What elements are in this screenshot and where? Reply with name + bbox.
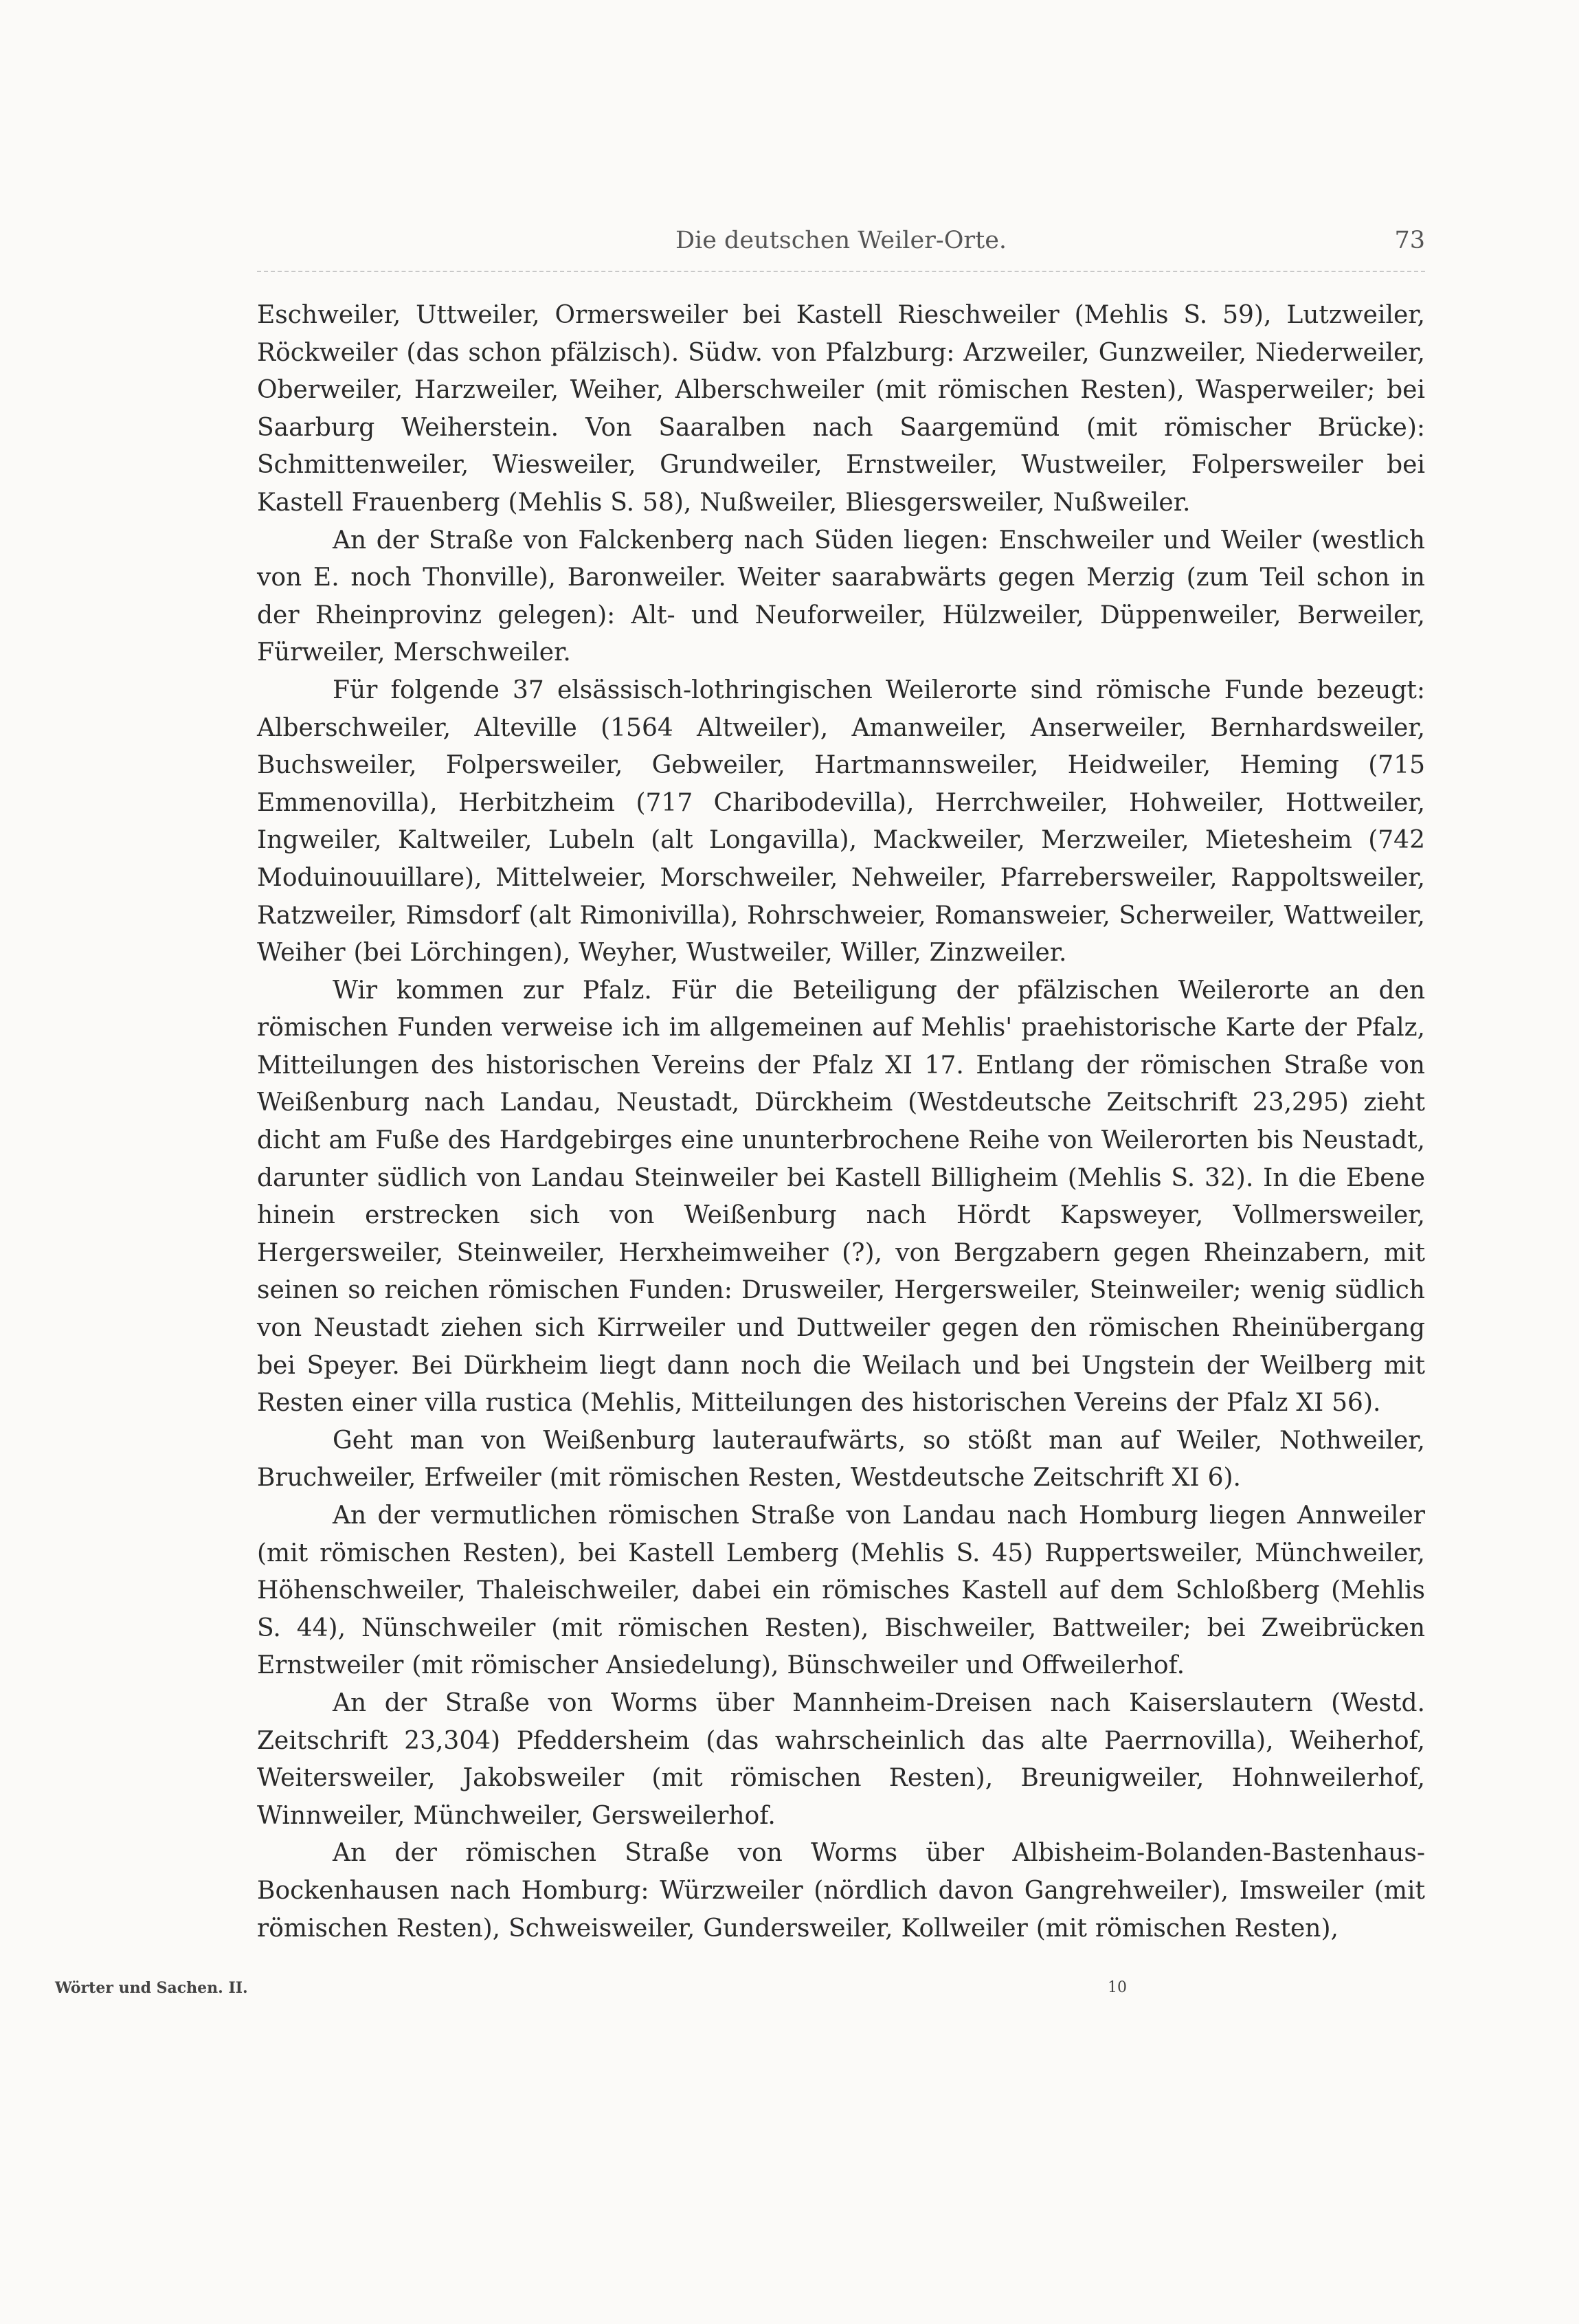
paragraph: An der vermutlichen römischen Straße von Landau nach Homburg liegen Annweiler (mit römischen Resten), bei Kastell Lemberg (Mehlis S. 45) Ruppertsweiler, Münchweiler, Höhenschweiler, Thaleischweiler, dabei ein römisches Kastell auf dem Schloßberg (Mehlis S. 44), Nünschweiler (mit römischen Resten), Bischweiler, Battweiler; bei Zweibrücken Ernstweiler (mit römischer Ansiedelung), Bünschweiler und Offweilerhof. xyxy=(257,1501,1425,1680)
paragraph: Wir kommen zur Pfalz. Für die Beteiligung der pfälzischen Weilerorte an den römischen Funden verweise ich im allgemeinen auf Mehlis' praehistorische Karte der Pfalz, Mitteilungen des historischen Vereins der Pfalz XI 17. Entlang der römischen Straße von Weißenburg nach Landau, Neustadt, Dürckheim (Westdeutsche Zeitschrift 23,295) zieht dicht am Fuße des Hardgebirges eine ununterbrochene Reihe von Weilerorten bis Neustadt, darunter südlich von Landau Steinweiler bei Kastell Billigheim (Mehlis S. 32). In die Ebene hinein erstrecken sich von Weißenburg nach Hördt Kapsweyer, Vollmersweiler, Hergersweiler, Steinweiler, Herxheimweiher (?), von Bergzabern gegen Rheinzabern, mit seinen so reichen römischen Funden: Drusweiler, Hergersweiler, Steinweiler; wenig südlich von Neustadt ziehen sich Kirrweiler und Duttweiler gegen den römischen Rheinübergang bei Speyer. Bei Dürkheim liegt dann noch die Weilach und bei Ungstein der Weilberg mit Resten einer villa rustica (Mehlis, Mitteilungen des historischen Vereins der Pfalz XI 56). xyxy=(257,976,1425,1418)
header-rule xyxy=(257,271,1425,272)
paragraph: Für folgende 37 elsässisch-lothringischen Weilerorte sind römische Funde bezeugt: Alberschweiler, Alteville (1564 Altweiler), Amanweiler, Anserweiler, Bernhardsweiler, Buchsweiler, Folpersweiler, Gebweiler, Hartmannsweiler, Heidweiler, Heming (715 Emmenovilla), Herbitzheim (717 Charibodevilla), Herrchweiler, Hohweiler, Hottweiler, Ingweiler, Kaltweiler, Lubeln (alt Longavilla), Mackweiler, Merzweiler, Mietesheim (742 Moduinouuillare), Mittelweier, Morschweiler, Nehweiler, Pfarrebersweiler, Rappoltsweiler, Ratzweiler, Rimsdorf (alt Rimonivilla), Rohrschweier, Romansweier, Scherweiler, Wattweiler, Weiher (bei Lörchingen), Weyher, Wustweiler, Willer, Zinzweiler. xyxy=(257,675,1425,968)
paragraph: An der Straße von Falckenberg nach Süden liegen: Enschweiler und Weiler (westlich von E. noch Thonville), Baronweiler. Weiter saarabwärts gegen Merzig (zum Teil schon in der Rheinprovinz gelegen): Alt- und Neuforweiler, Hülzweiler, Düppenweiler, Berweiler, Fürweiler, Merschweiler. xyxy=(257,526,1425,667)
running-title: Die deutschen Weiler-Orte. xyxy=(675,227,1007,254)
book-page xyxy=(257,227,1425,1947)
page-number: 73 xyxy=(1394,227,1425,254)
running-header xyxy=(257,227,1425,267)
footer-signature: Wörter und Sachen. II. xyxy=(55,1979,248,1997)
paragraph: Geht man von Weißenburg lauteraufwärts, so stößt man auf Weiler, Nothweiler, Bruchweiler, Erfweiler (mit römischen Resten, Westdeutsche Zeitschrift XI 6). xyxy=(257,1426,1425,1493)
paragraph: Eschweiler, Uttweiler, Ormersweiler bei Kastell Rieschweiler (Mehlis S. 59), Lutzweiler, Röckweiler (das schon pfälzisch). Südw. von Pfalzburg: Arzweiler, Gunzweiler, Niederweiler, Oberweiler, Harzweiler, Weiher, Alberschweiler (mit römischen Resten), Wasperweiler; bei Saarburg Weiherstein. Von Saaralben nach Saargemünd (mit römischer Brücke): Schmittenweiler, Wiesweiler, Grundweiler, Ernstweiler, Wustweiler, Folpersweiler bei Kastell Frauenberg (Mehlis S. 58), Nußweiler, Bliesgersweiler, Nußweiler. xyxy=(257,301,1425,517)
body-text xyxy=(257,297,1425,1947)
paragraph: An der Straße von Worms über Mannheim-Dreisen nach Kaiserslautern (Westd. Zeitschrift 23,304) Pfeddersheim (das wahrscheinlich das alte Paerrnovilla), Weiherhof, Weitersweiler, Jakobsweiler (mit römischen Resten), Breunigweiler, Hohnweilerhof, Winnweiler, Münchweiler, Gersweilerhof. xyxy=(257,1688,1425,1830)
sheet-number: 10 xyxy=(1108,1979,1127,1996)
paragraph: An der römischen Straße von Worms über Albisheim-Bolanden-Bastenhaus-Bockenhausen nach Homburg: Würzweiler (nördlich davon Gangrehweiler), Imsweiler (mit römischen Resten), Schweisweiler, Gundersweiler, Kollweiler (mit römischen Resten), xyxy=(257,1839,1425,1943)
